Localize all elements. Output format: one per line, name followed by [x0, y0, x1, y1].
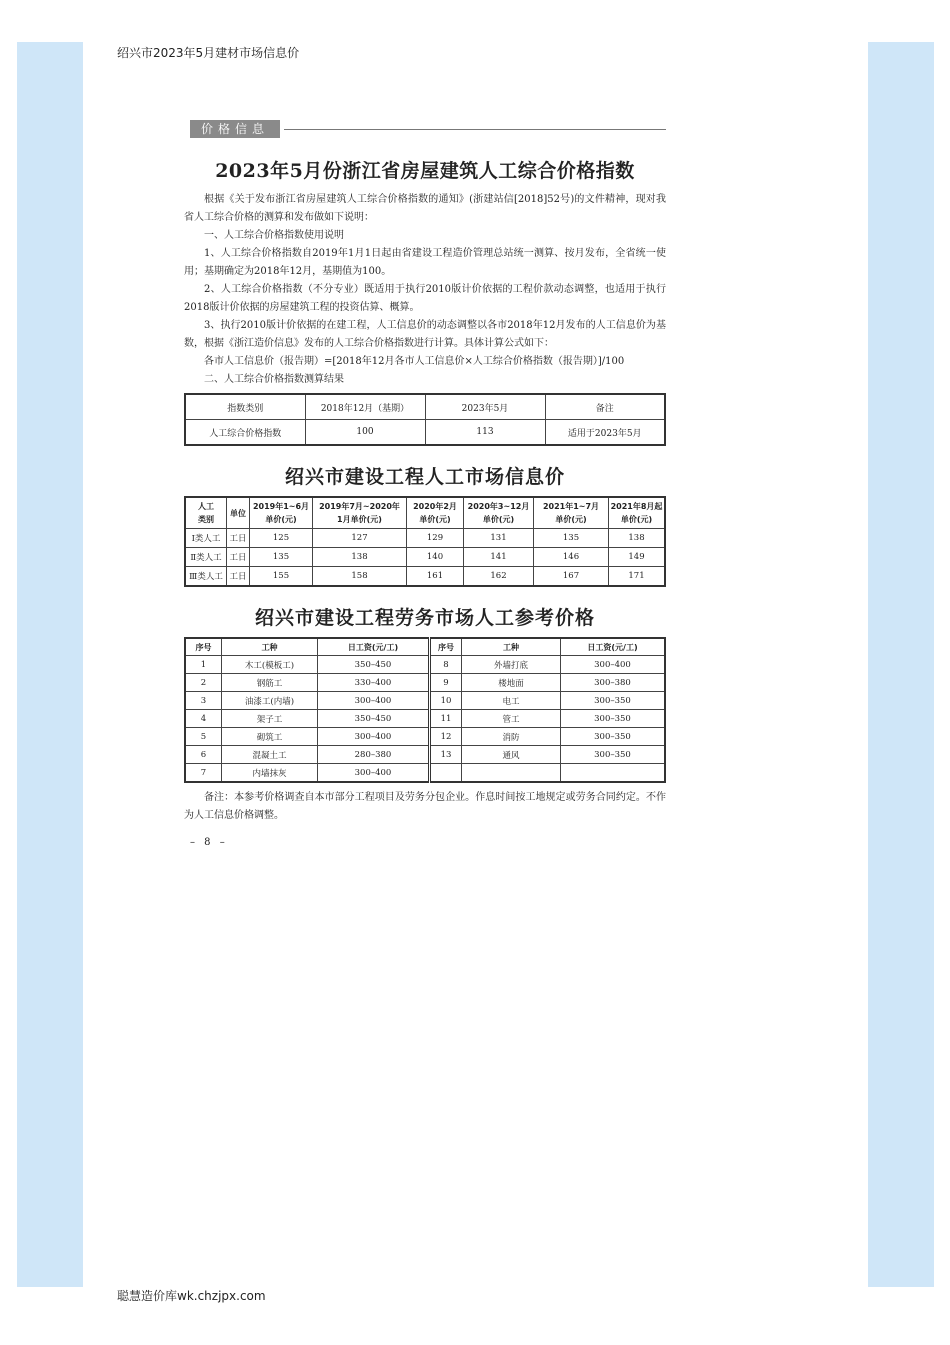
table-cell: 129 [407, 529, 464, 548]
table-cell: 155 [250, 567, 313, 587]
table-header-cell: 日工资(元/工) [318, 638, 430, 656]
formula: 各市人工信息价（报告期）=[2018年12月各市人工信息价×人工综合价格指数（报告期）]/100 [204, 356, 625, 367]
table-cell: 125 [250, 529, 313, 548]
table-header-cell [227, 497, 250, 529]
table-cell: 300–380 [561, 674, 666, 692]
table-header-row [185, 394, 665, 420]
rule-3: 3、执行2010版计价依据的在建工程，人工信息价的动态调整以各市2018年12月发布的人工信息价为基数，根据《浙江造价信息》发布的人工综合价格指数进行计算。具体计算公式如下： [184, 320, 666, 349]
intro-paragraph: 根据《关于发布浙江省房屋建筑人工综合价格指数的通知》(浙建站信[2018]52号)的文件精神，现对我省人工综合价格的测算和发布做如下说明： [184, 194, 666, 223]
table-cell: Ⅲ类人工 [185, 567, 227, 587]
table-cell: 7 [185, 764, 222, 783]
table-cell: 167 [534, 567, 609, 587]
table-cell: 3 [185, 692, 222, 710]
table-cell: 工日 [227, 529, 250, 548]
table-header-cell [250, 497, 313, 529]
table-row [185, 692, 665, 710]
labor-table [184, 637, 666, 783]
table-header-cell: 序号 [185, 638, 222, 656]
table-row [185, 567, 665, 587]
header-line: 单价(元) [555, 515, 587, 524]
table-cell: 141 [464, 548, 534, 567]
rule-2: 2、人工综合价格指数（不分专业）既适用于执行2010版计价依据的工程价款动态调整，也适用于执行2018版计价依据的房屋建筑工程的投资估算、概算。 [184, 284, 666, 313]
page-header: 绍兴市2023年5月建材市场信息价 [117, 46, 300, 60]
table-cell: 146 [534, 548, 609, 567]
table-row [185, 656, 665, 674]
table-header-cell: 2018年12月（基期） [305, 394, 425, 420]
table-cell: 工日 [227, 567, 250, 587]
header-line: 1月单价(元) [337, 515, 382, 524]
table-cell: 混凝土工 [222, 746, 318, 764]
table-cell: 4 [185, 710, 222, 728]
table-cell: 350–450 [318, 656, 430, 674]
table-cell [561, 764, 666, 783]
table-cell: 9 [430, 674, 462, 692]
table-cell: 10 [430, 692, 462, 710]
index-table [184, 393, 666, 446]
header-line: 2021年8月起 [610, 502, 663, 511]
header-line: 人工 [198, 502, 214, 511]
table-cell: 138 [609, 529, 666, 548]
header-line: 2019年7月~2020年 [319, 502, 400, 511]
header-line: 2019年1~6月 [252, 502, 310, 511]
table-cell: 6 [185, 746, 222, 764]
table-header-cell [313, 497, 407, 529]
table-cell: 架子工 [222, 710, 318, 728]
left-side-band [17, 42, 83, 1287]
table-header-cell [185, 497, 227, 529]
table-cell: 113 [425, 420, 545, 446]
table-cell: 161 [407, 567, 464, 587]
main-title: 2023年5月份浙江省房屋建筑人工综合价格指数 [215, 160, 635, 182]
table-cell: 2 [185, 674, 222, 692]
table-cell: 350–450 [318, 710, 430, 728]
table-cell: 135 [250, 548, 313, 567]
table-header-cell: 工种 [462, 638, 561, 656]
right-side-band [868, 42, 934, 1287]
table-header-cell: 指数类别 [185, 394, 305, 420]
table-cell: 通风 [462, 746, 561, 764]
table-header-row [185, 638, 665, 656]
table-header-cell [534, 497, 609, 529]
header-line: 单价(元) [265, 515, 297, 524]
table-cell: 149 [609, 548, 666, 567]
table-cell: 1 [185, 656, 222, 674]
table-cell: 工日 [227, 548, 250, 567]
table-cell: 127 [313, 529, 407, 548]
table-cell [462, 764, 561, 783]
header-line: 单价(元) [620, 515, 653, 524]
table-row [185, 746, 665, 764]
table-cell: 300–400 [318, 728, 430, 746]
section-tag: 价格信息 [190, 120, 280, 138]
table-cell: 100 [305, 420, 425, 446]
table-row [185, 548, 665, 567]
table-cell: 300–400 [318, 692, 430, 710]
table-cell: 砌筑工 [222, 728, 318, 746]
table-cell: 人工综合价格指数 [185, 420, 305, 446]
table-cell: 8 [430, 656, 462, 674]
header-line: 2021年1~7月 [542, 502, 600, 511]
table-row [185, 420, 665, 446]
header-line: 类别 [198, 515, 214, 524]
price-table-title: 绍兴市建设工程人工市场信息价 [284, 466, 565, 488]
table-cell: 11 [430, 710, 462, 728]
table-cell: 12 [430, 728, 462, 746]
header-line: 2020年2月 [413, 502, 457, 511]
section-tag-row [184, 118, 666, 140]
table-cell [430, 764, 462, 783]
table-header-cell [464, 497, 534, 529]
table-cell: 280–380 [318, 746, 430, 764]
table-cell: 内墙抹灰 [222, 764, 318, 783]
header-line: 单位 [230, 508, 246, 518]
table-cell: 330–400 [318, 674, 430, 692]
rule-1: 1、人工综合价格指数自2019年1月1日起由省建设工程造价管理总站统一测算、按月发布，全省统一使用；基期确定为2018年12月，基期值为100。 [184, 248, 666, 277]
table-cell: 140 [407, 548, 464, 567]
table-cell: 消防 [462, 728, 561, 746]
table-cell: 钢筋工 [222, 674, 318, 692]
section-heading-1: 一、人工综合价格指数使用说明 [204, 230, 344, 241]
table-header-cell: 工种 [222, 638, 318, 656]
table-cell: 158 [313, 567, 407, 587]
table-cell: 138 [313, 548, 407, 567]
table-cell: 油漆工(内墙) [222, 692, 318, 710]
labor-table-title: 绍兴市建设工程劳务市场人工参考价格 [254, 607, 595, 629]
table-cell: 300–350 [561, 746, 666, 764]
table-cell: Ⅰ类人工 [185, 529, 227, 548]
table-header-row [185, 497, 665, 529]
header-line: 单价(元) [419, 515, 451, 524]
table-cell: 300–350 [561, 728, 666, 746]
table-cell: 管工 [462, 710, 561, 728]
table-cell: 300–350 [561, 692, 666, 710]
note: 备注：本参考价格调查自本市部分工程项目及劳务分包企业。作息时间按工地规定或劳务合同约定。不作为人工信息价格调整。 [184, 792, 666, 821]
table-cell: 300–400 [318, 764, 430, 783]
table-cell: 135 [534, 529, 609, 548]
table-cell: 13 [430, 746, 462, 764]
section-rule [284, 129, 666, 130]
table-row [185, 674, 665, 692]
table-cell: 楼地面 [462, 674, 561, 692]
table-row [185, 710, 665, 728]
header-line: 2020年3~12月 [467, 502, 530, 511]
page-number: – 8 – [190, 837, 228, 848]
table-header-cell: 2023年5月 [425, 394, 545, 420]
table-cell: 适用于2023年5月 [545, 420, 665, 446]
table-header-cell [407, 497, 464, 529]
table-cell: 300–350 [561, 710, 666, 728]
table-header-cell: 序号 [430, 638, 462, 656]
table-row [185, 529, 665, 548]
table-cell: 外墙打底 [462, 656, 561, 674]
table-cell: 162 [464, 567, 534, 587]
table-cell: Ⅱ类人工 [185, 548, 227, 567]
table-row [185, 728, 665, 746]
table-header-cell [609, 497, 666, 529]
table-cell: 木工(模板工) [222, 656, 318, 674]
table-cell: 131 [464, 529, 534, 548]
table-cell: 300–400 [561, 656, 666, 674]
page-footer: 聪慧造价库wk.chzjpx.com [117, 1289, 266, 1303]
table-cell: 电工 [462, 692, 561, 710]
header-line: 单价(元) [482, 515, 515, 524]
table-cell: 171 [609, 567, 666, 587]
price-table [184, 496, 666, 587]
table-cell: 5 [185, 728, 222, 746]
section-heading-2: 二、人工综合价格指数测算结果 [204, 374, 344, 385]
table-header-cell: 日工资(元/工) [561, 638, 666, 656]
table-header-cell: 备注 [545, 394, 665, 420]
document-page [184, 118, 666, 848]
table-row [185, 764, 665, 783]
